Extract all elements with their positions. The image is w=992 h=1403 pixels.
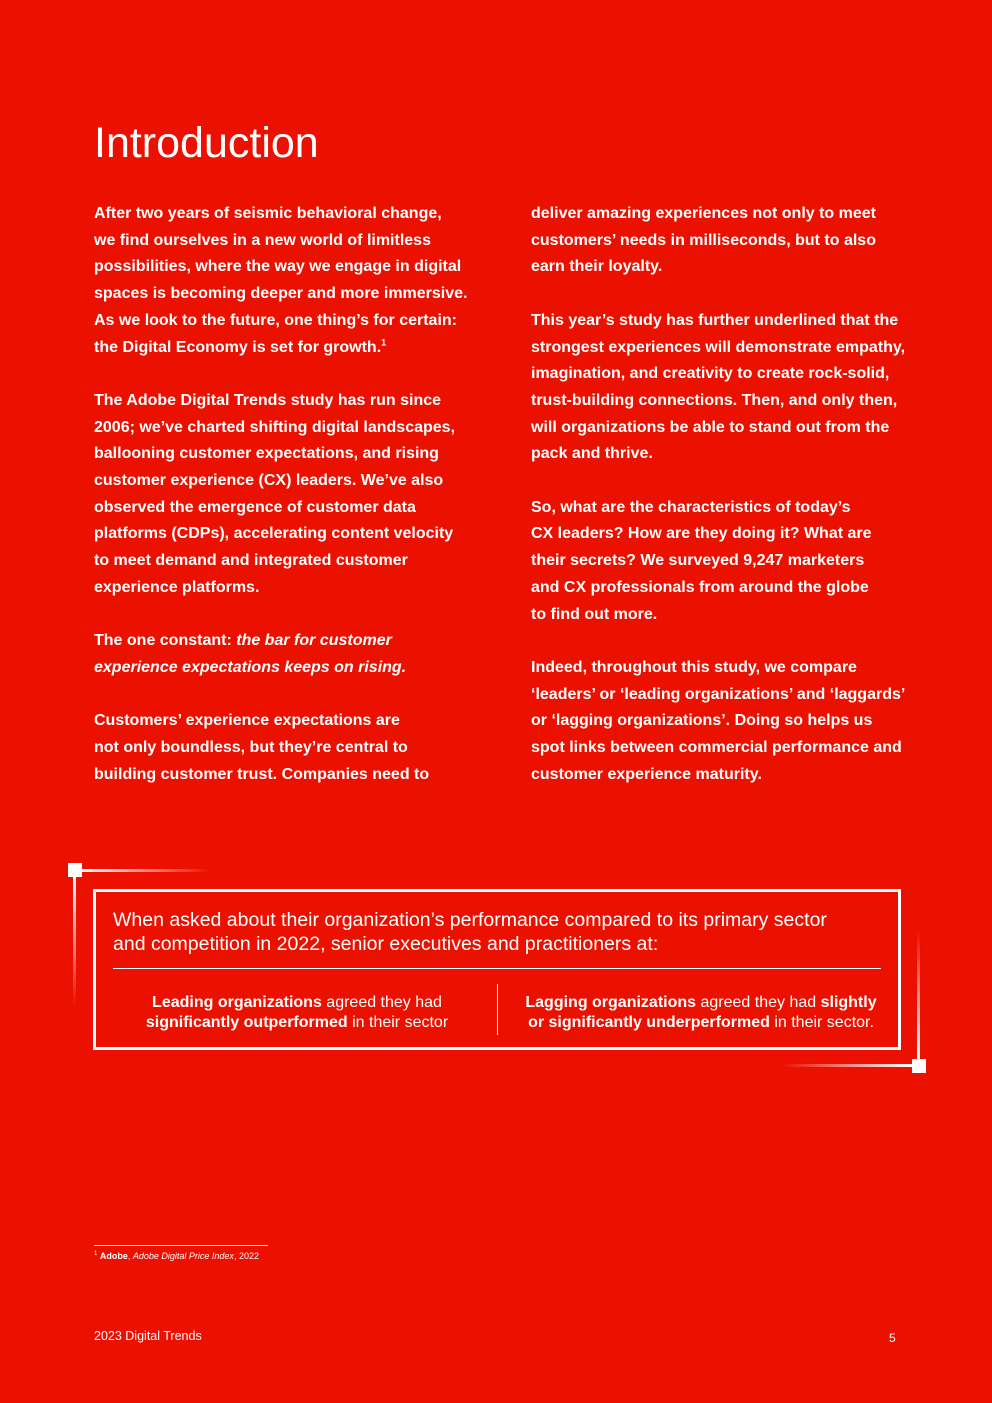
page-number: 5 [889,1331,896,1345]
intro-paragraph-8: Indeed, throughout this study, we compare ‘leaders’ or ‘leading organizations’ and ‘laggards’ or ‘lagging organizations’. Doing so helps us spot links between commercial performance and customer experience maturity. [531,658,906,783]
lagging-organizations-stat: Lagging organizations agreed they had slightly or significantly underperformed in their sector. [525,994,877,1031]
bracket-line-top-left [81,869,211,872]
page-title: Introduction [94,119,319,167]
intro-paragraph-2: The Adobe Digital Trends study has run since 2006; we’ve charted shifting digital landscapes, ballooning customer expectations, and rising customer experience (CX) leaders. We’ve also observed the emergence of customer data platforms (CDPs), accelerating content velocity to meet demand and integrated customer experience platforms. [94,391,456,596]
footnote-rule [94,1245,268,1246]
footer-document-title: 2023 Digital Trends [94,1329,202,1343]
bracket-corner-square-top-left [68,863,82,877]
right-column [531,201,911,815]
intro-paragraph-4: Customers’ experience expectations are not only boundless, but they’re central to building customer trust. Companies need to [94,712,430,783]
intro-paragraph-3: The one constant: the bar for customer experience expectations keeps on rising. [94,632,407,676]
intro-paragraph-5: deliver amazing experiences not only to meet customers’ needs in milliseconds, but to also earn their loyalty. [531,205,876,276]
footnote-reference: 1 [381,337,387,348]
intro-paragraph-7: So, what are the characteristics of today’s CX leaders? How are they doing it? What are their secrets? We surveyed 9,247 marketers and CX professionals from around the globe to find out more. [531,498,872,623]
stat-callout-box [93,889,901,1050]
bracket-line-right [917,930,920,1060]
bracket-line-bottom-right [782,1064,912,1067]
bracket-line-left [73,876,76,1006]
leading-organizations-stat: Leading organizations agreed they had significantly outperformed in their sector [145,994,449,1031]
intro-paragraph-6: This year’s study has further underlined that the strongest experiences will demonstrate empathy, imagination, and creativity to create rock-solid, trust-building connections. Then, and only then, will organizations be able to stand out from the pack and thrive. [531,311,906,463]
intro-paragraph-1: After two years of seismic behavioral change, we find ourselves in a new world of limitless possibilities, where the way we engage in digital spaces is becoming deeper and more immersive. As we look to the future, one thing’s for certain: the Digital Economy is set for growth.$^1$ [94,205,468,356]
callout-divider-vertical [497,984,498,1035]
bracket-corner-square-bottom-right [912,1059,926,1073]
left-column [94,201,474,815]
footnote: $^1$ Adobe, Adobe Digital Price Index, 2022 [94,1251,259,1261]
callout-heading: When asked about their organization’s performance compared to its primary sector and competition in 2022, senior executives and practitioners at: [113,909,827,955]
callout-divider-horizontal [113,968,881,969]
